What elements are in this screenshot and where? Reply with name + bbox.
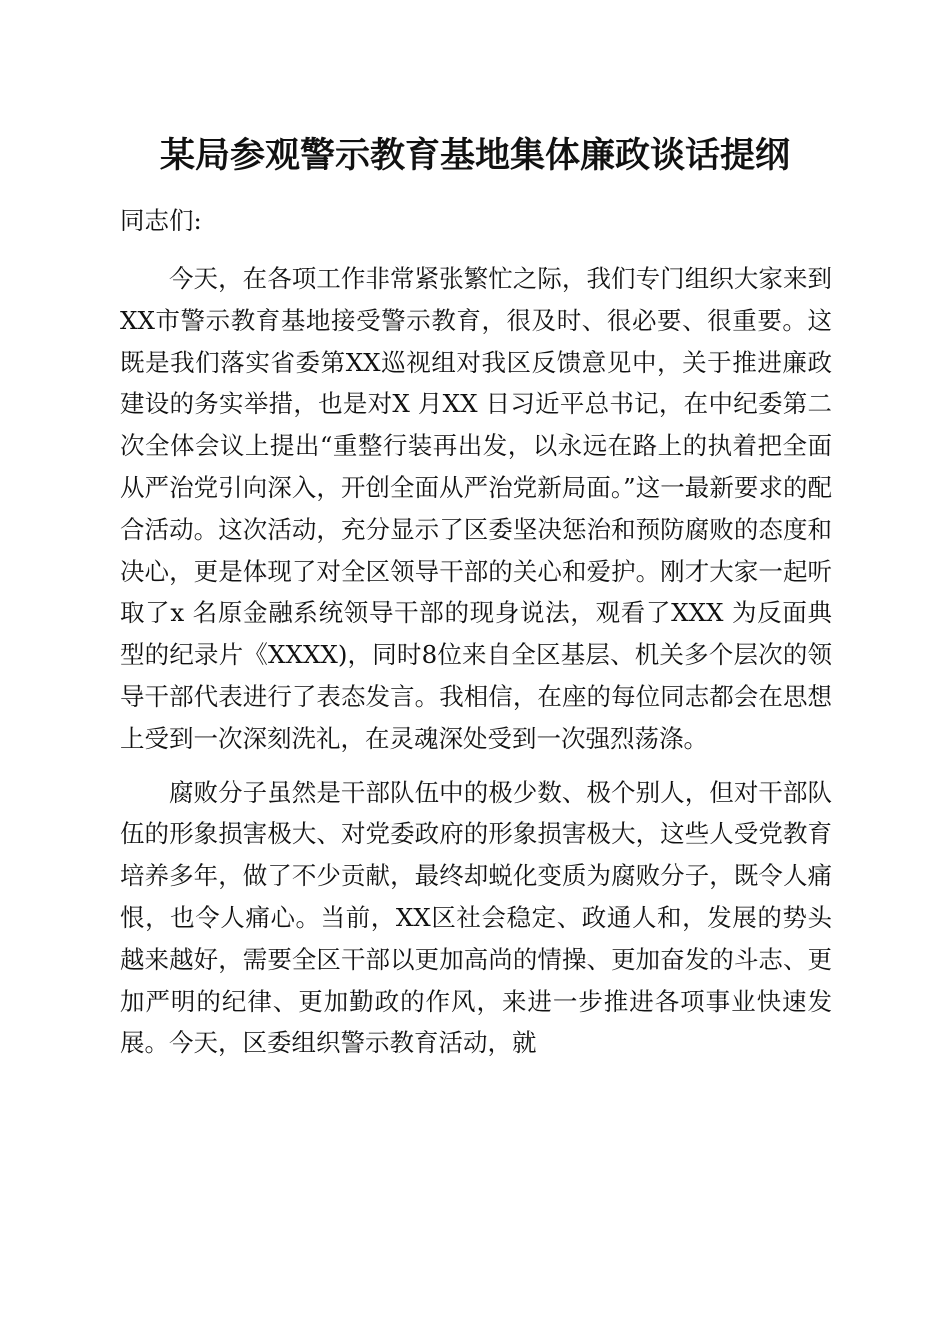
document-title: 某局参观警示教育基地集体廉政谈话提纲: [159, 135, 790, 176]
document-body: [120, 200, 832, 1064]
salutation: 同志们:: [120, 206, 202, 235]
paragraph-1: 今天，在各项工作非常紧张繁忙之际，我们专门组织大家来到XX市警示教育基地接受警示教育，很及时、很必要、很重要。这既是我们落实省委第XX巡视组对我区反馈意见中，关于推进廉政建设的务实举措，也是对X 月XX 日习近平总书记，在中纪委第二次全体会议上提出“重整行装再出发，以永远在路上的执着把全面从严治党引向深入，开创全面从严治党新局面。”这一最新要求的配合活动。这次活动，充分显示了区委坚决惩治和预防腐败的态度和决心，更是体现了对全区领导干部的关心和爱护。刚才大家一起听取了x 名原金融系统领导干部的现身说法，观看了XXX 为反面典型的纪录片《XXXX)，同时8位来自全区基层、机关多个层次的领导干部代表进行了表态发言。我相信，在座的每位同志都会在思想上受到一次深刻洗礼，在灵魂深处受到一次强烈荡涤。: [120, 264, 832, 753]
paragraph-2: 腐败分子虽然是干部队伍中的极少数、极个别人，但对干部队伍的形象损害极大、对党委政府的形象损害极大，这些人受党教育培养多年，做了不少贡献，最终却蜕化变质为腐败分子，既令人痛恨，也令人痛心。当前，XX区社会稳定、政通人和，发展的势头越来越好，需要全区干部以更加高尚的情操、更加奋发的斗志、更加严明的纪律、更加勤政的作风，来进一步推进各项事业快速发展。今天，区委组织警示教育活动，就: [120, 777, 832, 1058]
